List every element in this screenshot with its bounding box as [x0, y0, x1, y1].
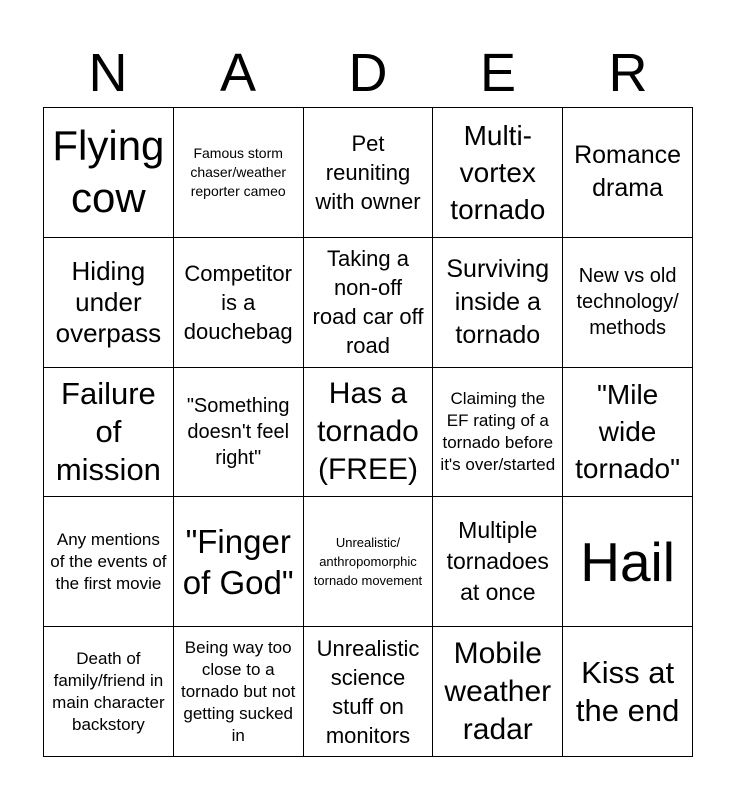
cell-text: New vs old technology/ methods [576, 265, 679, 340]
bingo-cell[interactable] [563, 368, 693, 498]
cell-text: Surviving inside a tornado [446, 254, 550, 349]
bingo-cell[interactable] [433, 627, 563, 757]
bingo-cell[interactable] [563, 108, 693, 238]
bingo-cell[interactable] [44, 368, 174, 498]
header-letter-d: D [348, 43, 388, 103]
cell-text: "Mile wide tornado" [575, 379, 681, 485]
bingo-cell[interactable] [563, 627, 693, 757]
bingo-board [43, 107, 693, 757]
cell-text: Competitor is a douchebag [183, 260, 293, 344]
bingo-cell[interactable] [304, 627, 434, 757]
cell-text: Hiding under overpass [55, 255, 162, 348]
cell-text: Famous storm chaser/weather reporter cameo [190, 144, 287, 199]
header-letter-a: A [219, 43, 257, 103]
bingo-header [43, 40, 693, 106]
bingo-cell[interactable] [433, 108, 563, 238]
cell-text: Being way too close to a tornado but not getting sucked in [181, 637, 296, 745]
bingo-cell[interactable] [433, 497, 563, 627]
bingo-cell[interactable] [433, 238, 563, 368]
bingo-cell[interactable] [174, 108, 304, 238]
cell-text: Multi-vortex tornado [450, 119, 546, 225]
cell-text: "Something doesn't feel right" [186, 394, 290, 469]
bingo-cell[interactable] [304, 368, 434, 498]
bingo-cell[interactable] [174, 497, 304, 627]
bingo-cell[interactable] [563, 497, 693, 627]
bingo-cell[interactable] [304, 108, 434, 238]
bingo-cell[interactable] [44, 627, 174, 757]
cell-text: Unrealistic science stuff on monitors [316, 635, 420, 748]
cell-text: Mobile weather radar [444, 636, 552, 746]
bingo-cell[interactable] [44, 238, 174, 368]
bingo-cell[interactable] [44, 108, 174, 238]
cell-text: Flying cow [52, 122, 165, 222]
cell-text: Romance drama [574, 141, 682, 203]
cell-text: Claiming the EF rating of a tornado before it's over/started [440, 388, 556, 474]
cell-text: Pet reuniting with owner [315, 130, 421, 214]
bingo-cell[interactable] [433, 368, 563, 498]
cell-text: Kiss at the end [575, 654, 680, 728]
header-letter-e: E [479, 43, 517, 103]
cell-text: Taking a non-off road car off road [312, 246, 424, 359]
cell-text: Death of family/friend in main character backstory [52, 648, 165, 734]
cell-text: Unrealistic/ anthropomorphic tornado movement [313, 535, 423, 589]
bingo-cell[interactable] [44, 497, 174, 627]
bingo-cell[interactable] [304, 497, 434, 627]
cell-text: Failure of mission [55, 375, 161, 487]
cell-text: Any mentions of the events of the first movie [50, 529, 167, 593]
bingo-cell[interactable] [174, 627, 304, 757]
bingo-cell[interactable] [174, 238, 304, 368]
header-letter-r: R [608, 43, 648, 103]
cell-text: Hail [580, 530, 675, 593]
bingo-cell[interactable] [174, 368, 304, 498]
bingo-cell[interactable] [304, 238, 434, 368]
cell-text: Multiple tornadoes at once [446, 517, 549, 606]
cell-text: Has a tornado (FREE) [317, 376, 419, 486]
header-letter-n: N [88, 43, 128, 103]
cell-text: "Finger of God" [182, 522, 294, 601]
bingo-cell[interactable] [563, 238, 693, 368]
